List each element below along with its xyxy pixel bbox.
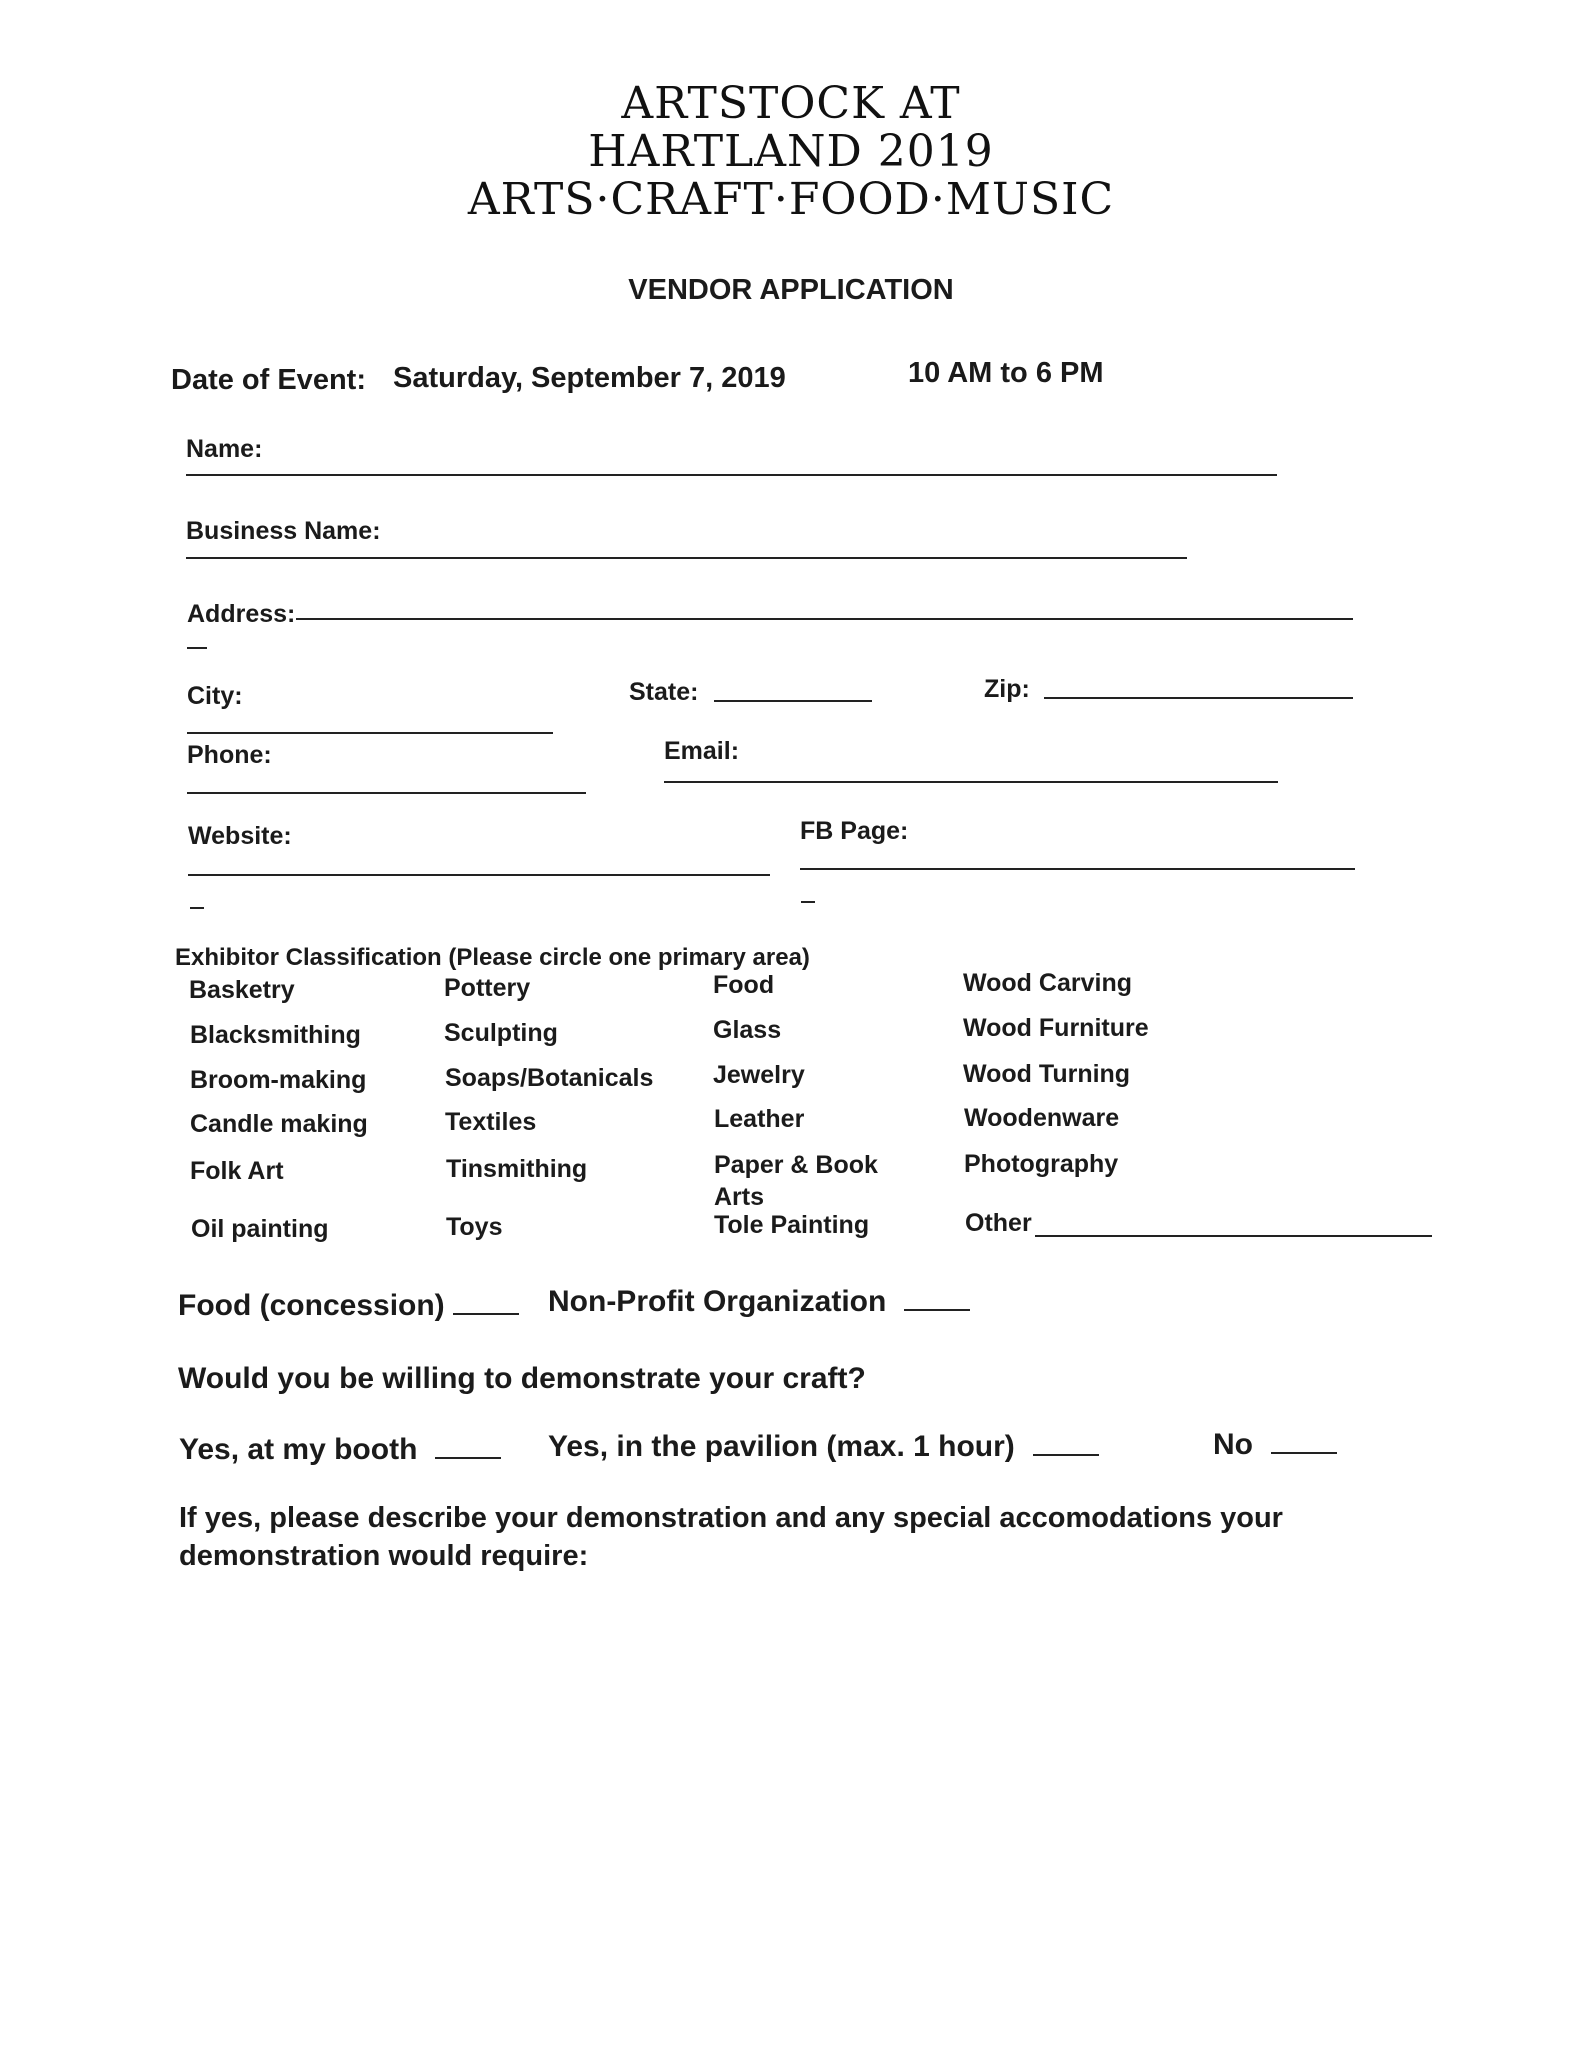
classification-option[interactable]: Paper & Book [714,1151,878,1179]
classification-option-continued: Arts [714,1183,765,1211]
classification-option[interactable]: Soaps/Botanicals [445,1064,654,1092]
classification-option[interactable]: Broom-making [190,1066,367,1094]
classification-option[interactable]: Wood Turning [963,1060,1131,1088]
fb-page-field-continuation [801,901,815,903]
event-time: 10 AM to 6 PM [908,357,1104,389]
classification-option[interactable]: Jewelry [713,1061,805,1089]
classification-option[interactable]: Woodenware [964,1104,1120,1132]
title-line-1: ARTSTOCK AT [621,78,961,129]
phone-field[interactable] [187,792,586,794]
yes-booth-blank[interactable] [435,1456,501,1459]
city-label: City: [187,682,243,710]
yes-booth-option [179,1433,501,1467]
no-blank[interactable] [1271,1451,1337,1454]
yes-booth-label: Yes, at my booth [179,1433,418,1466]
phone-label: Phone: [187,741,272,769]
subtitle: VENDOR APPLICATION [628,274,954,306]
classification-option[interactable]: Blacksmithing [190,1021,361,1049]
classification-option[interactable]: Oil painting [191,1215,329,1243]
classification-option[interactable]: Photography [964,1150,1119,1178]
address-label: Address: [187,600,296,628]
classification-option[interactable]: Food [713,971,775,999]
describe-prompt-line2: demonstration would require: [179,1540,589,1572]
zip-label: Zip: [984,675,1030,703]
name-field[interactable] [186,474,1277,476]
classification-option[interactable]: Textiles [445,1108,537,1136]
classification-option-other[interactable]: Other [965,1209,1032,1237]
state-label: State: [629,678,699,706]
no-option [1213,1428,1337,1462]
yes-pavilion-option [548,1430,1099,1464]
business-name-label: Business Name: [186,517,381,545]
describe-prompt-line1: If yes, please describe your demonstration and any special accomodations your [179,1502,1283,1534]
non-profit-blank[interactable] [904,1308,970,1311]
classification-option[interactable]: Pottery [444,974,531,1002]
classification-option[interactable]: Toys [446,1213,503,1241]
classification-option[interactable]: Basketry [189,976,295,1004]
event-date-value: Saturday, September 7, 2019 [393,362,786,394]
city-field[interactable] [187,732,553,734]
website-field-continuation [190,907,204,909]
business-name-field[interactable] [186,557,1187,559]
food-concession-label: Food (concession) [178,1289,445,1322]
classification-option[interactable]: Wood Furniture [963,1014,1149,1042]
demonstrate-question: Would you be willing to demonstrate your craft? [178,1362,866,1395]
no-label: No [1213,1428,1253,1461]
fb-page-label: FB Page: [800,817,909,845]
website-label: Website: [188,822,292,850]
classification-option[interactable]: Tinsmithing [446,1155,588,1183]
event-date-label: Date of Event: [171,364,366,396]
classification-option[interactable]: Folk Art [190,1157,284,1185]
classification-option[interactable]: Tole Painting [714,1211,870,1239]
name-label: Name: [186,435,263,463]
non-profit-label: Non-Profit Organization [548,1285,887,1318]
classification-option[interactable]: Sculpting [444,1019,558,1047]
food-concession-blank[interactable] [453,1312,519,1315]
title-line-2: HARTLAND 2019 [588,126,994,177]
classification-option[interactable]: Candle making [190,1110,368,1138]
non-profit-option [548,1285,970,1319]
classification-option[interactable]: Glass [713,1016,782,1044]
classification-option[interactable]: Wood Carving [963,969,1132,997]
address-field[interactable] [296,618,1353,620]
fb-page-field[interactable] [800,868,1355,870]
email-field[interactable] [664,781,1278,783]
other-field[interactable] [1035,1235,1432,1237]
yes-pavilion-blank[interactable] [1033,1453,1099,1456]
state-field[interactable] [714,700,872,702]
classification-heading: Exhibitor Classification (Please circle one primary area) [175,944,810,971]
email-label: Email: [664,737,740,765]
describe-answer-area[interactable] [179,1590,1379,1970]
address-field-continuation [187,647,207,649]
title-line-3: ARTS·CRAFT·FOOD·MUSIC [467,174,1115,225]
zip-field[interactable] [1044,697,1353,699]
classification-option[interactable]: Leather [714,1105,805,1133]
website-field[interactable] [188,874,770,876]
food-concession-option [178,1289,519,1323]
yes-pavilion-label: Yes, in the pavilion (max. 1 hour) [548,1430,1015,1463]
